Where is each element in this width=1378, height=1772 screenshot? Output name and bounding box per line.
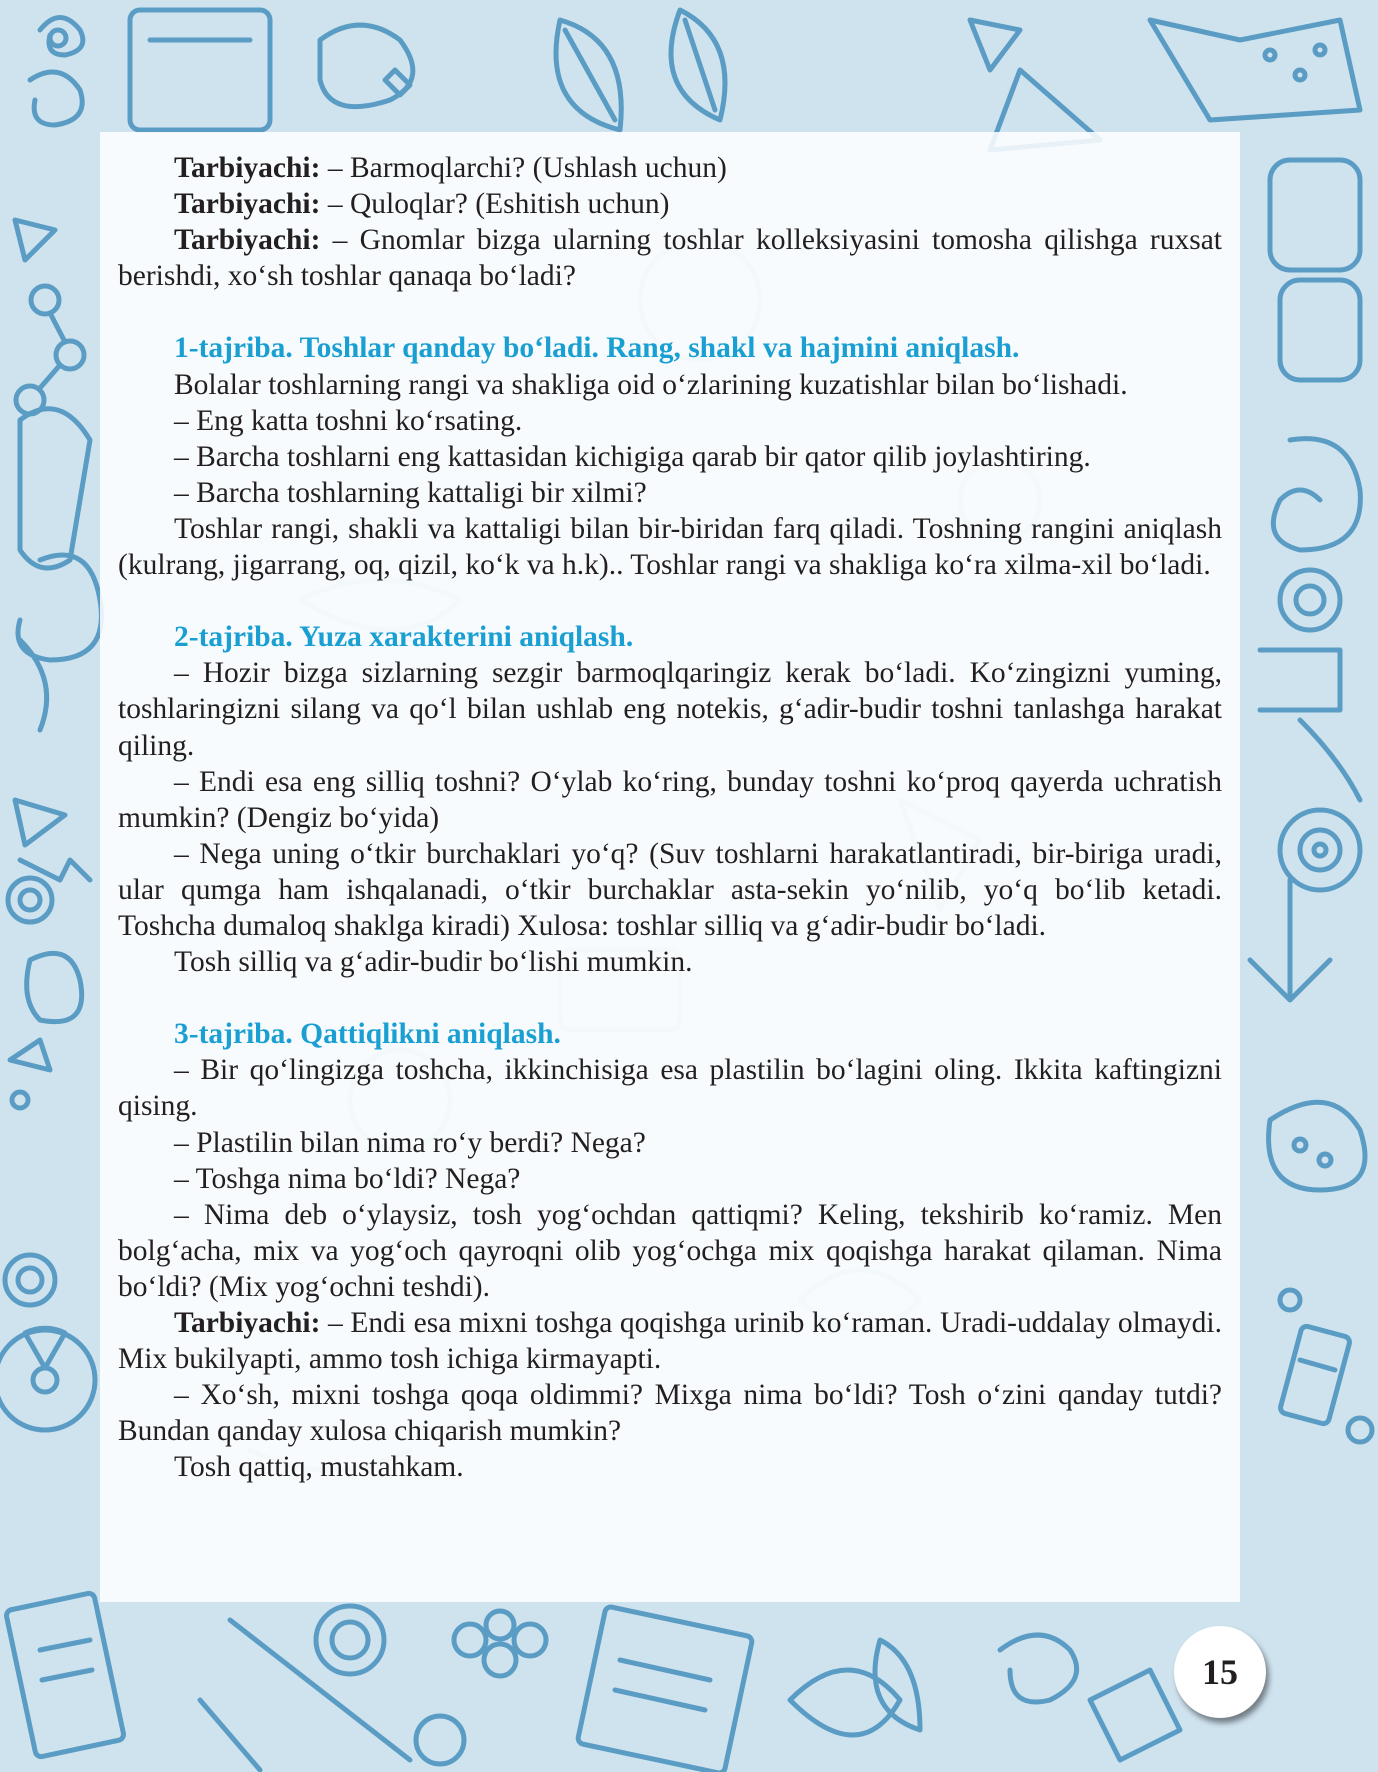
ring-icon (1280, 570, 1340, 630)
ring-icon (5, 1092, 55, 1305)
swirl-icon (40, 18, 83, 56)
speaker-label: Tarbiyachi: (174, 152, 321, 184)
leaf-icon (790, 1640, 920, 1735)
pipe-icon (1260, 650, 1360, 800)
spiral-icon (1000, 1635, 1077, 1702)
gear-icon (27, 953, 82, 1021)
paragraph: – Xo‘sh, mixni toshga qoqa oldimmi? Mixga nima bo‘ldi? Tosh o‘zini qanday tutdi? Bundan qanday xulosa chiqarish mumkin? (118, 1379, 1222, 1448)
swirl-icon (8, 878, 52, 922)
paragraph: Bolalar toshlarning rangi va shakliga oid o‘zlarining kuzatishlar bilan bo‘lishadi. (174, 368, 1128, 401)
paragraph: – Barcha toshlarning kattaligi bir xilmi? (174, 476, 647, 509)
paragraph: – Plastilin bilan nima ro‘y berdi? Nega? (174, 1126, 646, 1159)
dialog-line (118, 150, 1222, 186)
paragraph: – Eng katta toshni ko‘rsating. (174, 404, 523, 437)
paint-tube-icon (1090, 1670, 1180, 1760)
paragraph: – Toshga nima bo‘ldi? Nega? (174, 1162, 521, 1195)
flask-icon (1150, 20, 1360, 120)
dialog-line (118, 1305, 1222, 1377)
ring-icon (1280, 810, 1360, 890)
bacteria-icon (1269, 1102, 1365, 1190)
paragraph: – Nega uning o‘tkir burchaklari yo‘q? (Suv toshlarni harakatlantiradi, bir-biriga uradi, ular qumga ham ishqalanadi, o‘tkir burchaklar asta-sekin yo‘nilib, yo‘q bo‘lib ketadi. Toshcha dumaloq shaklga kiradi) Xulosa: toshlar silliq va g‘adir-budir bo‘ladi. (118, 837, 1222, 942)
beaker-icon (130, 10, 270, 130)
leaf-icon (556, 20, 621, 130)
triangle-icon (15, 220, 55, 260)
section-heading: 1-tajriba. Toshlar qanday bo‘ladi. Rang, shakl va hajmini aniqlash. (174, 332, 1020, 365)
clipboard-icon (577, 1606, 753, 1772)
paragraph: – Bir qo‘lingizga toshcha, ikkinchisiga esa plastilin bo‘lagini oling. Ikkita kaftingizni qising. (118, 1054, 1222, 1123)
dialog-line (118, 222, 1222, 294)
triangle-icon (15, 800, 90, 880)
paragraph: – Nima deb o‘ylaysiz, tosh yog‘ochdan qattiqmi? Keling, tekshirib ko‘ramiz. Men bolg‘acha, mix va yog‘och qayroqni olib yog‘ochga mix qoqishga harakat qilaman. Nima bo‘ldi? (Mix yog‘ochni teshdi). (118, 1198, 1222, 1303)
speaker-label: Tarbiyachi: (174, 188, 321, 221)
radiation-icon (0, 1328, 95, 1430)
paragraph: – Hozir bizga sizlarning sezgir barmoqlqaringiz kerak bo‘ladi. Ko‘zingizni yuming, toshlaringizni silang va qo‘l bilan ushlab eng notekis, g‘adir-budir toshni tanlashga harakat qiling. (118, 657, 1222, 762)
paragraph: Tosh silliq va g‘adir-budir bo‘lishi mumkin. (174, 946, 693, 979)
leaf-icon (671, 10, 725, 120)
dialog-text: – Barmoqlarchi? (Ushlash uchun) (320, 152, 727, 184)
paragraph: Tosh qattiq, mustahkam. (174, 1451, 464, 1484)
section-heading: 3-tajriba. Qattiqlikni aniqlash. (174, 1018, 561, 1051)
paragraph: – Endi esa eng silliq toshni? O‘ylab ko‘ring, bunday toshni ko‘proq qayerda uchratish mumkin? (Dengiz bo‘yida) (118, 765, 1222, 834)
battery-icon (1279, 1325, 1351, 1425)
test-tube-icon (20, 409, 90, 568)
cells-icon (454, 1611, 546, 1676)
spiral-icon (18, 555, 101, 730)
petri-dish-icon (316, 1606, 384, 1674)
page-content (118, 150, 1222, 1485)
triangle-icon (970, 20, 1020, 70)
dialog-text: – Quloqlar? (Eshitish uchun) (320, 188, 670, 221)
paragraph: – Barcha toshlarni eng kattasidan kichigiga qarab bir qator qilib joylashtiring. (174, 440, 1091, 473)
triangle-icon (10, 1040, 50, 1070)
dialog-text: – Endi esa mixni toshga qoqishga urinib ko‘raman. Uradi-uddalay olmaydi. Mix bukilyapti, ammo tosh ichiga kirmayapti. (118, 1307, 1222, 1376)
spiral-icon (1273, 439, 1360, 550)
page-number: 15 (1202, 1652, 1238, 1692)
dialog-line (118, 186, 1222, 222)
paragraph: Toshlar rangi, shakli va kattaligi bilan bir-biridan farq qiladi. Toshning rangini aniqlash (kulrang, jigarrang, oq, qizil, ko‘k va h.k).. Toshlar rangi va shakliga ko‘ra xilma-xil bo‘ladi. (118, 512, 1222, 582)
glasses-icon (1270, 160, 1360, 380)
notebook-icon (5, 1592, 124, 1757)
speaker-label: Tarbiyachi: (174, 1307, 321, 1339)
dialog-text: – Gnomlar bizga ularning toshlar kolleksiyasini tomosha qilishga ruxsat berishdi, xo‘sh toshlar qanaqa bo‘ladi? (118, 224, 1222, 293)
speaker-label: Tarbiyachi: (174, 224, 321, 257)
section-heading: 2-tajriba. Yuza xarakterini aniqlash. (174, 621, 634, 654)
arrow-icon (1250, 880, 1330, 1000)
blob-icon (320, 25, 413, 107)
page-number-badge (1174, 1626, 1266, 1718)
swirl-icon (30, 72, 82, 125)
molecule-icon (16, 286, 84, 414)
